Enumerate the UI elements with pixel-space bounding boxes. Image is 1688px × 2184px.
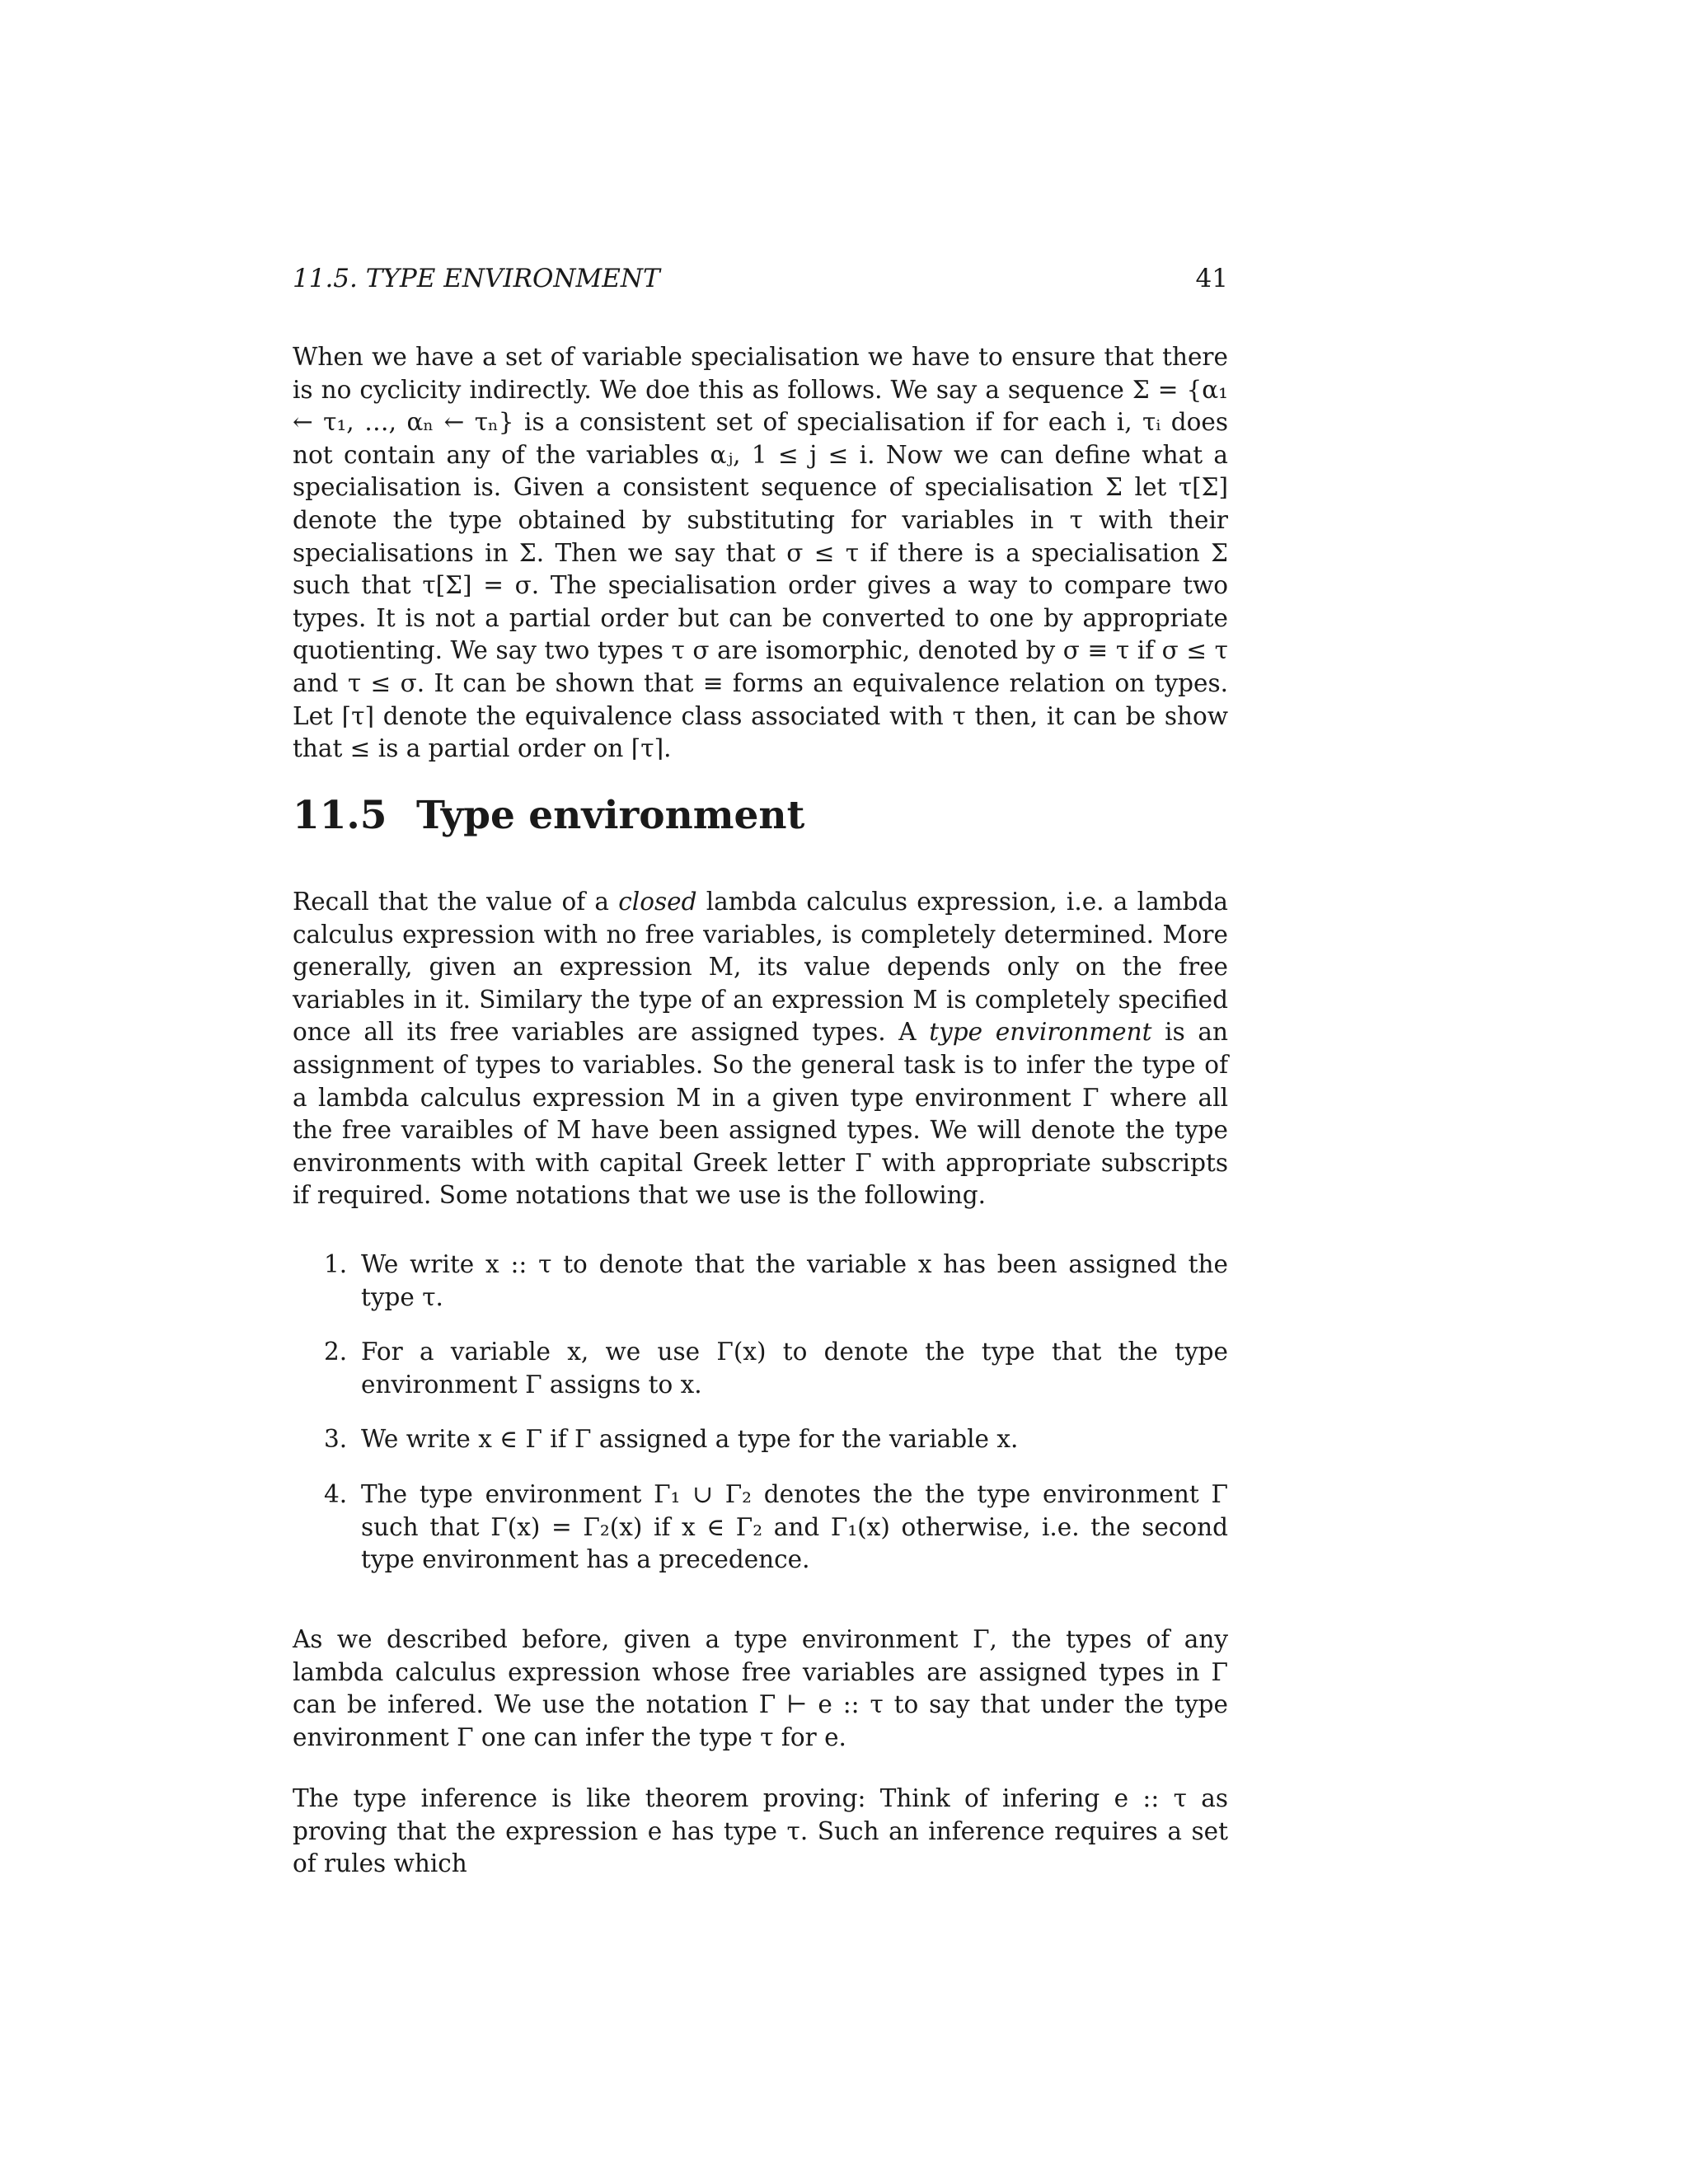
described-paragraph-text: As we described before, given a type environment Γ, the types of any lambda calculus expression whose free variables are assigned types in Γ can be infered. We use the notation Γ ⊢ e :: τ to say that under the type environment Γ one can infer the type τ for e.: [293, 1625, 1228, 1751]
list-item-number: 4.: [324, 1479, 348, 1508]
section-title: Type environment: [416, 793, 805, 838]
list-item: [324, 1479, 1228, 1577]
list-item: [324, 1336, 1228, 1401]
list-item-number: 1.: [324, 1250, 348, 1278]
described-paragraph: [293, 1624, 1228, 1754]
list-item-text: We write x ∈ Γ if Γ assigned a type for the variable x.: [361, 1425, 1019, 1454]
intro-paragraph: [293, 341, 1228, 766]
inference-paragraph-text: The type inference is like theorem proving: Think of infering e :: τ as proving that the expression e has type τ. Such an inference requires a set of rules which: [293, 1784, 1228, 1878]
recall-text-part2: lambda calculus expression, i.e. a lambda calculus expression with no free variables, is completely determined. More generally, given an expression M, its value depends only on the free variables in it. Similary the type of an expression M is completely specified once all its free variables are assigned types. A: [293, 888, 1228, 1047]
list-item-number: 3.: [324, 1425, 348, 1454]
notation-list: [324, 1249, 1228, 1599]
recall-paragraph: [293, 886, 1228, 1212]
list-item-text: For a variable x, we use Γ(x) to denote the type that the type environment Γ assigns to x.: [361, 1338, 1228, 1399]
recall-paragraph-text: [293, 886, 1228, 1212]
list-item: [324, 1249, 1228, 1314]
emphasis-type-environment: type environment: [929, 1018, 1152, 1047]
recall-text-part3: is an assignment of types to variables. So the general task is to infer the type of a lambda calculus expression M in a given type environment Γ where all the free varaibles of M have been assigned types. We will denote the type environments with with capital Greek letter Γ with appropriate subscripts if required. Some notations that we use is the following.: [293, 1018, 1229, 1210]
section-heading: [293, 793, 804, 839]
running-title: 11.5. TYPE ENVIRONMENT: [293, 264, 660, 293]
list-item-number: 2.: [324, 1338, 348, 1366]
list-item-text: We write x :: τ to denote that the variable x has been assigned the type τ.: [361, 1250, 1228, 1311]
emphasis-closed: closed: [618, 888, 697, 916]
running-header: [293, 262, 1228, 295]
page-number: 41: [1195, 264, 1228, 293]
inference-paragraph: [293, 1783, 1228, 1881]
intro-paragraph-text: When we have a set of variable specialisation we have to ensure that there is no cyclicity indirectly. We doe this as follows. We say a sequence Σ = {α₁ ← τ₁, …, αₙ ← τₙ} is a consistent set of specialisation if for each i, τᵢ does not contain any of the variables αⱼ, 1 ≤ j ≤ i. Now we can define what a specialisation is. Given a consistent sequence of specialisation Σ let τ[Σ] denote the type obtained by substituting for variables in τ with their specialisations in Σ. Then we say that σ ≤ τ if there is a specialisation Σ such that τ[Σ] = σ. The specialisation order gives a way to compare two types. It is not a partial order but can be converted to one by appropriate quotienting. We say two types τ σ are isomorphic, denoted by σ ≡ τ if σ ≤ τ and τ ≤ σ. It can be shown that ≡ forms an equivalence relation on types. Let ⌈τ⌉ denote the equivalence class associated with τ then, it can be show that ≤ is a partial order on ⌈τ⌉.: [293, 343, 1228, 763]
list-item: [324, 1423, 1228, 1456]
section-number: 11.5: [293, 793, 387, 838]
recall-text-part1: Recall that the value of a: [293, 888, 619, 916]
list-item-text: The type environment Γ₁ ∪ Γ₂ denotes the the type environment Γ such that Γ(x) = Γ₂(x) if x ∈ Γ₂ and Γ₁(x) otherwise, i.e. the second type environment has a precedence.: [361, 1479, 1228, 1574]
